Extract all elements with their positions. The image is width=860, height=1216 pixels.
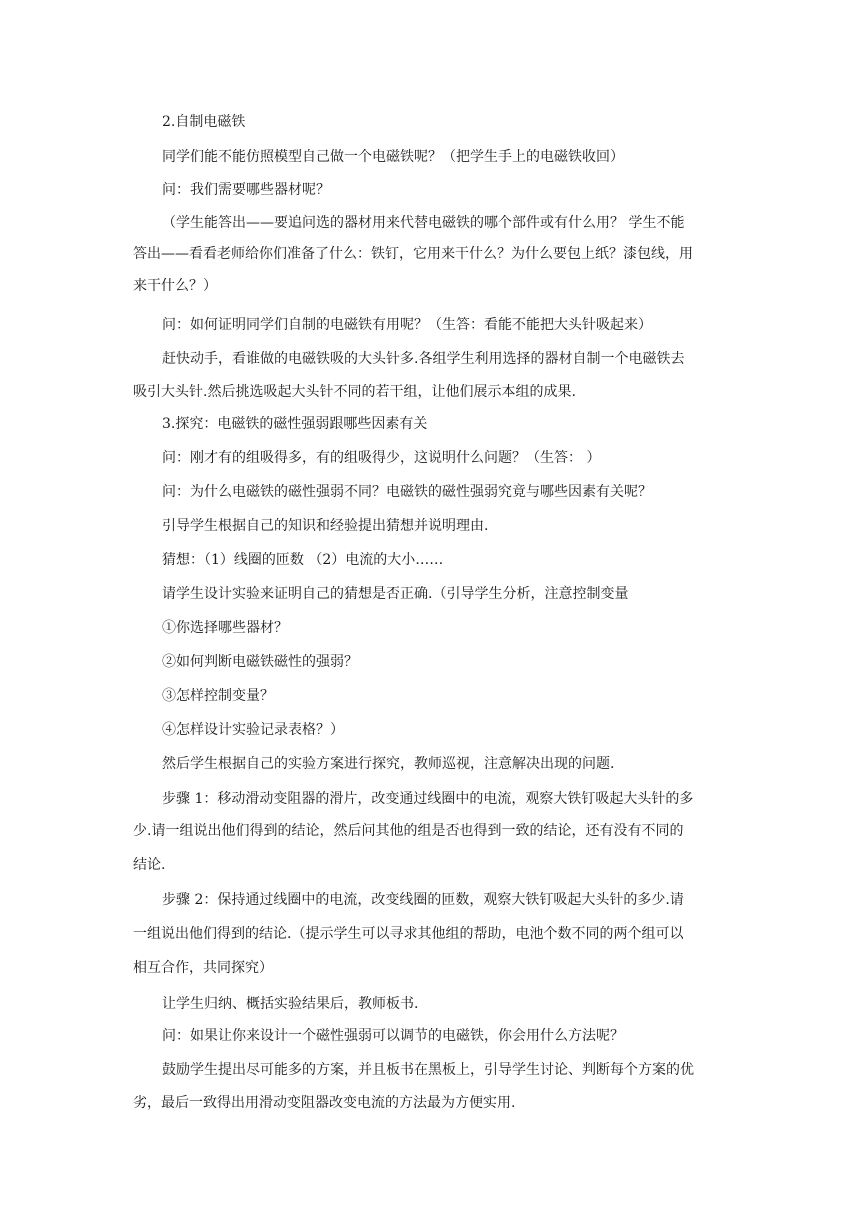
paragraph-line: 劣，最后一致得出用滑动变阻器改变电流的方法最为方便实用. xyxy=(133,1095,516,1111)
paragraph-guide: 引导学生根据自己的知识和经验提出猜想并说明理由. xyxy=(162,518,489,534)
paragraph-summarize: 让学生归纳、概括实验结果后，教师板书. xyxy=(162,996,419,1012)
list-item-2: ②如何判断电磁铁磁性的强弱？ xyxy=(162,654,358,670)
paragraph-line: 鼓励学生提出尽可能多的方案，并且板书在黑板上，引导学生讨论、判断每个方案的优 xyxy=(162,1062,694,1078)
paragraph-line: 步骤 1：移动滑动变阻器的滑片，改变通过线圈中的电流，观察大铁钉吸起大头针的多 xyxy=(162,791,694,807)
paragraph-line: 来干什么？） xyxy=(133,278,217,294)
paragraph-hypothesis: 猜想：（1）线圈的匝数 （2）电流的大小…… xyxy=(162,552,444,568)
paragraph-line: 相互合作，共同探究） xyxy=(133,960,273,976)
question-difference: 问：刚才有的组吸得多，有的组吸得少，这说明什么问题？（生答： ） xyxy=(162,450,601,466)
paragraph-line: 答出——看看老师给你们准备了什么：铁钉，它用来干什么？为什么要包上纸？漆包线，用 xyxy=(133,246,693,262)
paragraph-line: （学生能答出——要追问选的器材用来代替电磁铁的哪个部件或有什么用？ 学生不能 xyxy=(162,215,685,231)
list-item-1: ①你选择哪些器材？ xyxy=(162,620,288,636)
paragraph-intro: 同学们能不能仿照模型自己做一个电磁铁呢？（把学生手上的电磁铁收回） xyxy=(162,149,624,165)
question-materials: 问：我们需要哪些器材呢？ xyxy=(162,182,330,198)
question-adjustable: 问：如果让你来设计一个磁性强弱可以调节的电磁铁，你会用什么方法呢？ xyxy=(162,1028,624,1044)
list-item-3: ③怎样控制变量？ xyxy=(162,688,274,704)
paragraph-line: 步骤 2：保持通过线圈中的电流，改变线圈的匝数，观察大铁钉吸起大头针的多少.请 xyxy=(162,892,684,908)
paragraph-line: 赶快动手，看谁做的电磁铁吸的大头针多.各组学生利用选择的器材自制一个电磁铁去 xyxy=(162,351,685,367)
question-factors: 问：为什么电磁铁的磁性强弱不同？电磁铁的磁性强弱究竟与哪些因素有关呢？ xyxy=(162,484,652,500)
paragraph-design: 请学生设计实验来证明自己的猜想是否正确.（引导学生分析，注意控制变量 xyxy=(162,586,629,602)
list-item-4: ④怎样设计实验记录表格？） xyxy=(162,722,344,738)
paragraph-line: 一组说出他们得到的结论.（提示学生可以寻求其他组的帮助，电池个数不同的两个组可以 xyxy=(133,926,684,942)
section-heading-3: 3.探究：电磁铁的磁性强弱跟哪些因素有关 xyxy=(162,416,428,432)
paragraph-line: 结论. xyxy=(133,857,166,873)
paragraph-line: 吸引大头针.然后挑选吸起大头针不同的若干组，让他们展示本组的成果. xyxy=(133,384,576,400)
section-heading-2: 2.自制电磁铁 xyxy=(162,114,246,130)
paragraph-line: 少.请一组说出他们得到的结论，然后问其他的组是否也得到一致的结论，还有没有不同的 xyxy=(133,823,684,839)
question-prove: 问：如何证明同学们自制的电磁铁有用呢？（生答：看能不能把大头针吸起来） xyxy=(162,317,652,333)
paragraph-explore: 然后学生根据自己的实验方案进行探究，教师巡视，注意解决出现的问题. xyxy=(162,756,615,772)
